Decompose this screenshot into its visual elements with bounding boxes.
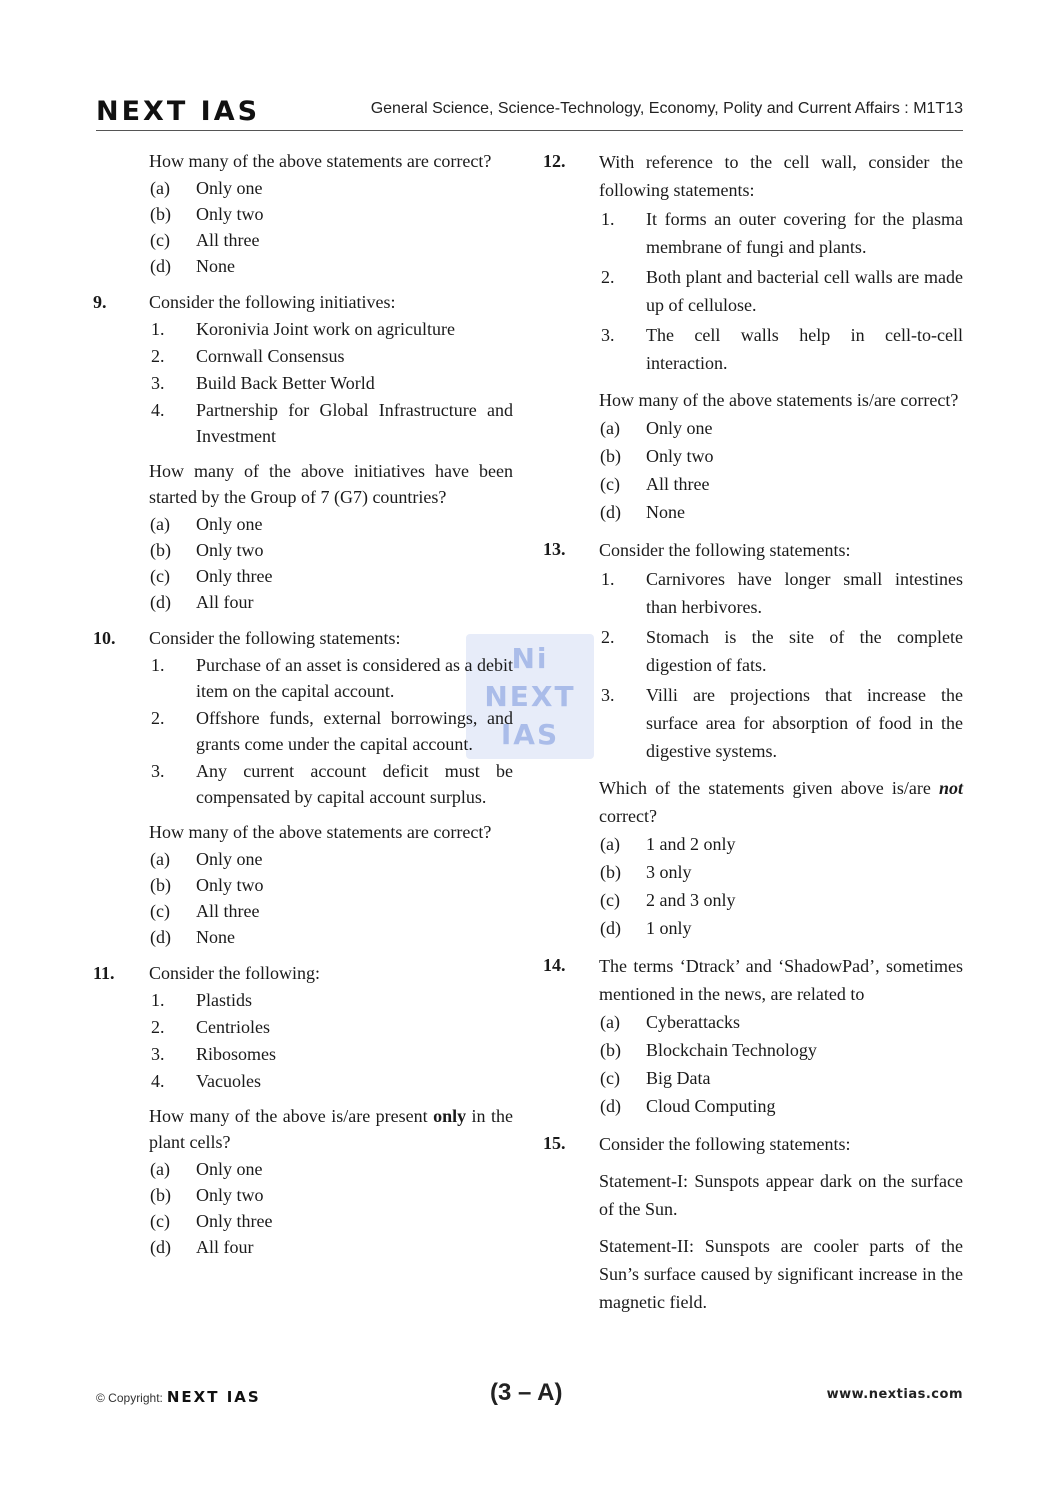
- question-14: [543, 952, 963, 1119]
- statement-label: 3.: [601, 325, 615, 345]
- statement-item: [149, 370, 513, 396]
- statement-label: 2.: [601, 627, 615, 647]
- option-text: None: [646, 502, 685, 522]
- statement-item: [599, 205, 963, 261]
- option-label: (b): [150, 875, 171, 895]
- option-label: (c): [150, 230, 170, 250]
- statement-text: Purchase of an asset is considered as a debit item on the capital account.: [196, 655, 513, 701]
- option-text: All four: [196, 592, 254, 612]
- question-prompt: [599, 774, 963, 830]
- question-number: 14.: [543, 955, 566, 975]
- options-list: [599, 1009, 963, 1119]
- option-c[interactable]: [149, 898, 513, 924]
- statement-item: [149, 652, 513, 704]
- question-text: The terms ‘Dtrack’ and ‘ShadowPad’, sometimes mentioned in the news, are related to: [599, 956, 963, 1004]
- option-a[interactable]: [149, 175, 513, 201]
- option-label: (d): [150, 927, 171, 947]
- option-text: None: [196, 927, 235, 947]
- statement-list: [599, 205, 963, 377]
- option-b[interactable]: [149, 872, 513, 898]
- question-text: With reference to the cell wall, consider the following statements:: [599, 152, 963, 200]
- options-list: [599, 831, 963, 941]
- options-list: [149, 846, 513, 950]
- options-list: [599, 415, 963, 525]
- option-label: (c): [600, 1068, 620, 1088]
- option-label: (b): [600, 1040, 621, 1060]
- statement-label: 2.: [151, 346, 165, 366]
- option-d[interactable]: [149, 253, 513, 279]
- option-text: Only three: [196, 566, 273, 586]
- statement-text: Koronivia Joint work on agriculture: [196, 319, 455, 339]
- option-label: (c): [150, 1211, 170, 1231]
- question-prompt: How many of the above statements are correct?: [149, 151, 492, 171]
- question-text: Consider the following:: [149, 963, 320, 983]
- statement-text: Carnivores have longer small intestines than herbivores.: [646, 569, 963, 617]
- option-text: Big Data: [646, 1068, 711, 1088]
- statement-item: [149, 397, 513, 449]
- option-label: (a): [600, 418, 620, 438]
- option-label: (b): [150, 204, 171, 224]
- option-c[interactable]: [149, 227, 513, 253]
- option-c[interactable]: [149, 1208, 513, 1234]
- options-list: [149, 511, 513, 615]
- question-text: Consider the following statements:: [599, 1134, 851, 1154]
- option-text: 3 only: [646, 862, 692, 882]
- option-text: 1 only: [646, 918, 692, 938]
- question-13: [543, 536, 963, 941]
- statement-text: Centrioles: [196, 1017, 270, 1037]
- question-continued: [93, 148, 513, 279]
- option-text: Only two: [196, 875, 264, 895]
- statement-list: [149, 316, 513, 449]
- option-b[interactable]: [599, 443, 963, 469]
- statement-list: [599, 565, 963, 765]
- option-a[interactable]: [599, 415, 963, 441]
- option-label: (a): [150, 849, 170, 869]
- option-text: Only one: [196, 514, 263, 534]
- option-d[interactable]: [149, 1234, 513, 1260]
- footer-brand-logo: NEXT IAS: [166, 1388, 261, 1406]
- option-label: (b): [150, 540, 171, 560]
- prompt-text: How many of the above is/are present: [149, 1106, 434, 1126]
- option-label: (d): [150, 1237, 171, 1257]
- option-text: Only two: [196, 1185, 264, 1205]
- page-footer: [96, 1378, 963, 1410]
- header-title: General Science, Science-Technology, Economy, Polity and Current Affairs : M1T13: [370, 100, 963, 117]
- option-label: (c): [150, 566, 170, 586]
- question-prompt: How many of the above statements are correct?: [149, 822, 492, 842]
- option-label: (c): [150, 901, 170, 921]
- statement-label: 3.: [151, 761, 165, 781]
- question-15: [543, 1130, 963, 1316]
- option-text: Only one: [196, 1159, 263, 1179]
- statement-text: Plastids: [196, 990, 253, 1010]
- option-text: All three: [196, 901, 260, 921]
- option-label: (d): [600, 502, 621, 522]
- prompt-emphasis: not: [938, 778, 963, 798]
- options-list: [149, 175, 513, 279]
- statement-list: [149, 987, 513, 1094]
- option-a[interactable]: [599, 831, 963, 857]
- option-text: None: [196, 256, 235, 276]
- option-c[interactable]: [149, 563, 513, 589]
- question-number: 12.: [543, 151, 566, 171]
- statement-label: 1.: [151, 990, 165, 1010]
- option-text: Cyberattacks: [646, 1012, 740, 1032]
- option-a[interactable]: [149, 1156, 513, 1182]
- statement-text: Any current account deficit must be compensated by capital account surplus.: [196, 761, 513, 807]
- statement-label: 2.: [151, 708, 165, 728]
- statement-label: 4.: [151, 400, 165, 420]
- statement-two: Statement-II: Sunspots are cooler parts of the Sun’s surface caused by significant increase in the magnetic field.: [599, 1236, 963, 1312]
- statement-item: [599, 263, 963, 319]
- option-label: (b): [150, 1185, 171, 1205]
- option-d[interactable]: [599, 499, 963, 525]
- page-header: [96, 94, 963, 131]
- statement-item: [599, 565, 963, 621]
- brand-logo: NEXT IAS: [96, 96, 261, 127]
- options-list: [149, 1156, 513, 1260]
- statement-text: The cell walls help in cell-to-cell interaction.: [646, 325, 963, 373]
- watermark-line: Ni: [511, 642, 549, 675]
- question-number: 9.: [93, 292, 107, 312]
- option-label: (a): [150, 514, 170, 534]
- left-column: [93, 148, 513, 1270]
- statement-item: [149, 316, 513, 342]
- option-text: Only one: [646, 418, 713, 438]
- option-d[interactable]: [149, 589, 513, 615]
- option-d[interactable]: [599, 915, 963, 941]
- statement-text: Vacuoles: [196, 1071, 261, 1091]
- question-12: [543, 148, 963, 525]
- copyright: [96, 1388, 261, 1406]
- prompt-text: in the plant cells?: [149, 1106, 513, 1152]
- question-text: Consider the following statements:: [599, 540, 851, 560]
- option-label: (d): [600, 1096, 621, 1116]
- option-label: (a): [150, 1159, 170, 1179]
- option-text: Only one: [196, 849, 263, 869]
- option-d[interactable]: [599, 1093, 963, 1119]
- option-a[interactable]: [599, 1009, 963, 1035]
- option-b[interactable]: [599, 859, 963, 885]
- option-text: All three: [196, 230, 260, 250]
- statement-item: [149, 1014, 513, 1040]
- statement-item: [149, 1068, 513, 1094]
- statement-text: Partnership for Global Infrastructure and Investment: [196, 400, 513, 446]
- watermark-line: NEXT: [484, 680, 576, 713]
- option-a[interactable]: [149, 846, 513, 872]
- option-d[interactable]: [149, 924, 513, 950]
- statement-text: It forms an outer covering for the plasma membrane of fungi and plants.: [646, 209, 963, 257]
- option-text: Only two: [196, 204, 264, 224]
- statement-item: [599, 681, 963, 765]
- question-11: [93, 960, 513, 1260]
- question-number: 10.: [93, 628, 116, 648]
- statement-item: [149, 1041, 513, 1067]
- watermark-line: IAS: [500, 718, 560, 751]
- option-label: (b): [600, 862, 621, 882]
- option-label: (d): [150, 256, 171, 276]
- option-b[interactable]: [149, 201, 513, 227]
- statement-text: Villi are projections that increase the surface area for absorption of food in the digestive systems.: [646, 685, 963, 761]
- option-c[interactable]: [599, 887, 963, 913]
- question-text: Consider the following statements:: [149, 628, 401, 648]
- question-number: 11.: [93, 963, 115, 983]
- page-number: (3 – A): [490, 1379, 563, 1406]
- statement-text: Stomach is the site of the complete digestion of fats.: [646, 627, 963, 675]
- option-c[interactable]: [599, 471, 963, 497]
- option-label: (c): [600, 474, 620, 494]
- option-text: Only one: [196, 178, 263, 198]
- statement-text: Cornwall Consensus: [196, 346, 345, 366]
- copyright-text: © Copyright:: [96, 1391, 163, 1405]
- question-prompt: How many of the above initiatives have been started by the Group of 7 (G7) countries?: [149, 461, 513, 507]
- right-column: [543, 148, 963, 1327]
- option-label: (a): [150, 178, 170, 198]
- option-text: All three: [646, 474, 710, 494]
- statement-label: 3.: [151, 1044, 165, 1064]
- statement-label: 1.: [601, 569, 615, 589]
- option-label: (b): [600, 446, 621, 466]
- prompt-emphasis: only: [433, 1106, 467, 1126]
- option-text: 2 and 3 only: [646, 890, 736, 910]
- option-b[interactable]: [149, 1182, 513, 1208]
- statement-label: 2.: [151, 1017, 165, 1037]
- statement-label: 3.: [601, 685, 615, 705]
- statement-item: [149, 343, 513, 369]
- option-text: Only three: [196, 1211, 273, 1231]
- prompt-text: Which of the statements given above is/are: [599, 778, 939, 798]
- question-text: Consider the following initiatives:: [149, 292, 396, 312]
- question-number: 13.: [543, 539, 566, 559]
- statement-one: Statement-I: Sunspots appear dark on the surface of the Sun.: [599, 1171, 963, 1219]
- statement-label: 1.: [601, 209, 615, 229]
- statement-text: Offshore funds, external borrowings, and grants come under the capital account.: [196, 708, 513, 754]
- option-b[interactable]: [149, 537, 513, 563]
- statement-text: Ribosomes: [196, 1044, 277, 1064]
- option-label: (d): [600, 918, 621, 938]
- statement-item: [149, 705, 513, 757]
- option-text: All four: [196, 1237, 254, 1257]
- option-label: (c): [600, 890, 620, 910]
- question-number: 15.: [543, 1133, 566, 1153]
- option-label: (a): [600, 1012, 620, 1032]
- website-link[interactable]: www.nextias.com: [826, 1387, 963, 1402]
- option-b[interactable]: [599, 1037, 963, 1063]
- prompt-text: correct?: [599, 806, 657, 826]
- statement-item: [599, 623, 963, 679]
- statement-label: 3.: [151, 373, 165, 393]
- statement-item: [149, 758, 513, 810]
- option-text: 1 and 2 only: [646, 834, 736, 854]
- question-prompt: How many of the above statements is/are correct?: [599, 390, 959, 410]
- statement-label: 1.: [151, 655, 165, 675]
- option-text: Only two: [196, 540, 264, 560]
- question-10: [93, 625, 513, 950]
- statement-label: 2.: [601, 267, 615, 287]
- statement-label: 1.: [151, 319, 165, 339]
- question-9: [93, 289, 513, 615]
- statement-label: 4.: [151, 1071, 165, 1091]
- statement-item: [599, 321, 963, 377]
- option-a[interactable]: [149, 511, 513, 537]
- statement-text: Build Back Better World: [196, 373, 375, 393]
- option-label: (d): [150, 592, 171, 612]
- option-text: Blockchain Technology: [646, 1040, 817, 1060]
- option-c[interactable]: [599, 1065, 963, 1091]
- statement-item: [149, 987, 513, 1013]
- option-label: (a): [600, 834, 620, 854]
- statement-text: Both plant and bacterial cell walls are made up of cellulose.: [646, 267, 963, 315]
- option-text: Only two: [646, 446, 714, 466]
- question-prompt: [149, 1103, 513, 1155]
- statement-list: [149, 652, 513, 810]
- option-text: Cloud Computing: [646, 1096, 776, 1116]
